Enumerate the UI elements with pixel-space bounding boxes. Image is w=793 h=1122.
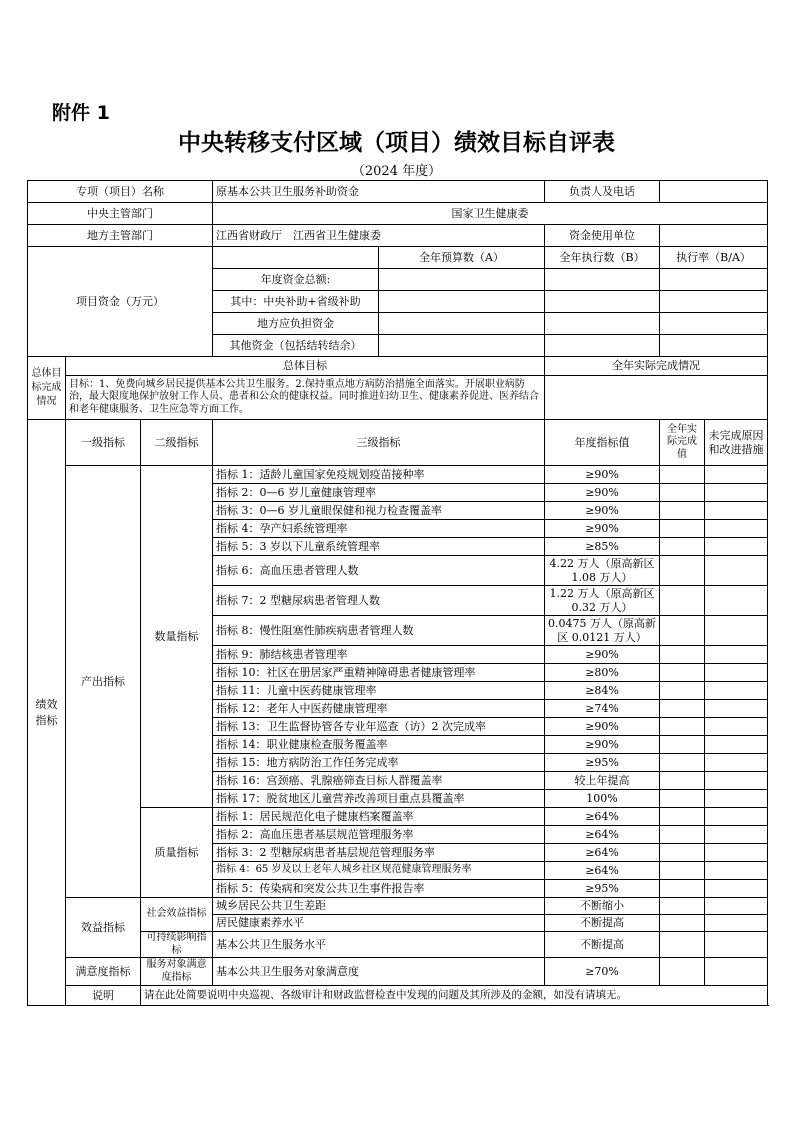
satisfaction-indicator-label: 满意度指标 [66,958,141,986]
reason-cell[interactable] [705,484,768,502]
funds-header-blank [213,247,379,269]
sustain-indicator-label: 可持续影响指标 [141,932,213,958]
indicator-name: 指标 7：2 型糖尿病患者管理人数 [213,586,545,616]
indicator-name: 指标 8：慢性阻塞性肺疾病患者管理人数 [213,616,545,646]
indicator-target: ≥90% [545,736,660,754]
indicator-name: 指标 5：传染病和突发公共卫生事件报告率 [213,880,545,898]
indicator-target: 100% [545,790,660,808]
funds-row-label: 年度资金总额: [213,269,379,291]
reason-cell[interactable] [705,682,768,700]
funds-cell[interactable] [545,313,660,335]
actual-cell[interactable] [660,862,705,880]
indicator-target: ≥90% [545,466,660,484]
reason-cell[interactable] [705,880,768,898]
indicator-name: 指标 1：居民规范化电子健康档案覆盖率 [213,808,545,826]
actual-cell[interactable] [660,880,705,898]
page-title: 中央转移支付区域（项目）绩效目标自评表 [178,130,615,156]
indicator-target: ≥90% [545,502,660,520]
funds-col-rate: 执行率（B/A） [660,247,768,269]
indicator-name: 指标 9：肺结核患者管理率 [213,646,545,664]
indicator-name: 指标 1：适龄儿童国家免疫规划疫苗接种率 [213,466,545,484]
indicator-name: 指标 17：脱贫地区儿童营养改善项目重点县覆盖率 [213,790,545,808]
central-dept-label: 中央主管部门 [28,203,213,225]
funds-col-budget: 全年预算数（A） [379,247,545,269]
quality-indicator-label: 质量指标 [141,808,213,898]
actual-header: 全年实际完成值 [660,420,705,466]
actual-cell[interactable] [660,958,705,986]
actual-cell[interactable] [660,586,705,616]
actual-cell[interactable] [660,790,705,808]
overall-actual-value[interactable] [545,376,768,420]
footer-text: 请在此处简要说明中央巡视、各级审计和财政监督检查中发现的问题及其所涉及的金额，如没有请填无。 [141,986,768,1006]
actual-cell[interactable] [660,466,705,484]
funds-row-label: 地方应负担资金 [213,313,379,335]
overall-section-label: 总体目标完成情况 [28,357,66,420]
indicator-target: 1.22 万人（原高新区 0.32 万人） [545,586,660,616]
actual-cell[interactable] [660,664,705,682]
overall-goal-text: 目标：1、免费向城乡居民提供基本公共卫生服务。2.保持重点地方病防治措施全面落实。开展职业病防治，最大限度地保护放射工作人员、患者和公众的健康权益。同时推进妇幼卫生、健康素养促进、医养结合和老年健康服务、卫生应急等方面工作。 [66,376,545,420]
actual-cell[interactable] [660,932,705,958]
benefit-indicator-label: 效益指标 [66,898,141,958]
responsible-value[interactable] [660,181,768,203]
indicator-target: ≥90% [545,484,660,502]
funds-cell[interactable] [660,291,768,313]
central-dept-value: 国家卫生健康委 [213,203,768,225]
fund-unit-label: 资金使用单位 [545,225,660,247]
indicator-target: ≥90% [545,646,660,664]
funds-cell[interactable] [379,313,545,335]
funds-cell[interactable] [545,335,660,357]
indicator-target: ≥64% [545,808,660,826]
output-indicator-label: 产出指标 [66,466,141,898]
annex-label: 附件 1 [52,102,110,124]
actual-cell[interactable] [660,484,705,502]
indicator-target: ≥95% [545,880,660,898]
quantity-indicator-label: 数量指标 [141,466,213,808]
reason-cell[interactable] [705,718,768,736]
indicator-name: 基本公共卫生服务水平 [213,932,545,958]
indicator-name: 城乡居民公共卫生差距 [213,898,545,915]
indicator-target: 较上年提高 [545,772,660,790]
reason-cell[interactable] [705,700,768,718]
funds-row-label: 其他资金（包括结转结余） [213,335,379,357]
actual-cell[interactable] [660,556,705,586]
reason-cell[interactable] [705,736,768,754]
funds-cell[interactable] [379,269,545,291]
indicator-name: 指标 2：高血压患者基层规范管理服务率 [213,826,545,844]
overall-goal-header: 总体目标 [66,357,545,376]
indicator-target: ≥74% [545,700,660,718]
reason-header: 未完成原因和改进措施 [705,420,768,466]
indicator-name: 指标 5：3 岁以下儿童系统管理率 [213,538,545,556]
reason-cell[interactable] [705,616,768,646]
indicator-name: 指标 14：职业健康检查服务覆盖率 [213,736,545,754]
funds-row-label: 其中：中央补助+省级补助 [213,291,379,313]
funds-cell[interactable] [545,291,660,313]
actual-cell[interactable] [660,772,705,790]
reason-cell[interactable] [705,556,768,586]
actual-cell[interactable] [660,682,705,700]
funds-cell[interactable] [379,335,545,357]
reason-cell[interactable] [705,808,768,826]
project-name-value: 原基本公共卫生服务补助资金 [213,181,545,203]
indicator-name: 指标 10：社区在册居家严重精神障碍患者健康管理率 [213,664,545,682]
actual-cell[interactable] [660,520,705,538]
indicator-target: ≥70% [545,958,660,986]
actual-cell[interactable] [660,736,705,754]
footer-label: 说明 [66,986,141,1006]
funds-cell[interactable] [660,313,768,335]
indicator-target: 0.0475 万人（原高新区 0.0121 万人） [545,616,660,646]
reason-cell[interactable] [705,915,768,932]
reason-cell[interactable] [705,646,768,664]
indicator-name: 居民健康素养水平 [213,915,545,932]
reason-cell[interactable] [705,898,768,915]
indicator-name: 指标 13：卫生监督协管各专业年巡查（访）2 次完成率 [213,718,545,736]
target-header: 年度指标值 [545,420,660,466]
actual-cell[interactable] [660,754,705,772]
evaluation-table [27,180,768,1006]
indicator-target: ≥85% [545,538,660,556]
indicator-name: 指标 4：65 岁及以上老年人城乡社区规范健康管理服务率 [213,862,545,880]
reason-cell[interactable] [705,538,768,556]
funds-section-label: 项目资金（万元） [28,247,213,357]
reason-cell[interactable] [705,772,768,790]
indicator-name: 指标 2：0—6 岁儿童健康管理率 [213,484,545,502]
funds-cell[interactable] [379,291,545,313]
year-label: （2024 年度） [351,164,442,179]
reason-cell[interactable] [705,844,768,862]
fund-unit-value[interactable] [660,225,768,247]
indicator-name: 指标 15：地方病防治工作任务完成率 [213,754,545,772]
project-name-label: 专项（项目）名称 [28,181,213,203]
funds-col-exec: 全年执行数（B） [545,247,660,269]
level2-header: 二级指标 [141,420,213,466]
reason-cell[interactable] [705,826,768,844]
actual-cell[interactable] [660,915,705,932]
actual-cell[interactable] [660,844,705,862]
indicator-target: ≥64% [545,862,660,880]
indicator-name: 指标 16：宫颈癌、乳腺癌筛查目标人群覆盖率 [213,772,545,790]
perf-section-label: 绩效指标 [28,420,66,1006]
level3-header: 三级指标 [213,420,545,466]
indicator-name: 基本公共卫生服务对象满意度 [213,958,545,986]
indicator-target: 不断提高 [545,915,660,932]
indicator-name: 指标 12：老年人中医药健康管理率 [213,700,545,718]
reason-cell[interactable] [705,862,768,880]
satisfaction-sub-label: 服务对象满意度指标 [141,958,213,986]
funds-cell[interactable] [660,269,768,291]
indicator-target: ≥84% [545,682,660,700]
actual-cell[interactable] [660,898,705,915]
indicator-target: 不断缩小 [545,898,660,915]
funds-cell[interactable] [545,269,660,291]
reason-cell[interactable] [705,466,768,484]
indicator-target: ≥95% [545,754,660,772]
indicator-target: 不断提高 [545,932,660,958]
reason-cell[interactable] [705,958,768,986]
reason-cell[interactable] [705,664,768,682]
actual-cell[interactable] [660,646,705,664]
indicator-name: 指标 3：2 型糖尿病患者基层规范管理服务率 [213,844,545,862]
indicator-name: 指标 3：0—6 岁儿童眼保健和视力检查覆盖率 [213,502,545,520]
indicator-target: ≥64% [545,844,660,862]
social-benefit-label: 社会效益指标 [141,898,213,932]
reason-cell[interactable] [705,932,768,958]
reason-cell[interactable] [705,586,768,616]
indicator-name: 指标 4：孕产妇系统管理率 [213,520,545,538]
funds-cell[interactable] [660,335,768,357]
overall-actual-header: 全年实际完成情况 [545,357,768,376]
indicator-target: ≥80% [545,664,660,682]
actual-cell[interactable] [660,538,705,556]
actual-cell[interactable] [660,502,705,520]
actual-cell[interactable] [660,808,705,826]
reason-cell[interactable] [705,790,768,808]
reason-cell[interactable] [705,502,768,520]
responsible-label: 负责人及电话 [545,181,660,203]
indicator-target: ≥90% [545,718,660,736]
indicator-name: 指标 11：儿童中医药健康管理率 [213,682,545,700]
indicator-target: ≥64% [545,826,660,844]
actual-cell[interactable] [660,700,705,718]
local-dept-value: 江西省财政厅 江西省卫生健康委 [213,225,545,247]
reason-cell[interactable] [705,520,768,538]
indicator-target: ≥90% [545,520,660,538]
actual-cell[interactable] [660,826,705,844]
level1-header: 一级指标 [66,420,141,466]
indicator-name: 指标 6：高血压患者管理人数 [213,556,545,586]
reason-cell[interactable] [705,754,768,772]
indicator-target: 4.22 万人（原高新区 1.08 万人） [545,556,660,586]
actual-cell[interactable] [660,616,705,646]
actual-cell[interactable] [660,718,705,736]
local-dept-label: 地方主管部门 [28,225,213,247]
